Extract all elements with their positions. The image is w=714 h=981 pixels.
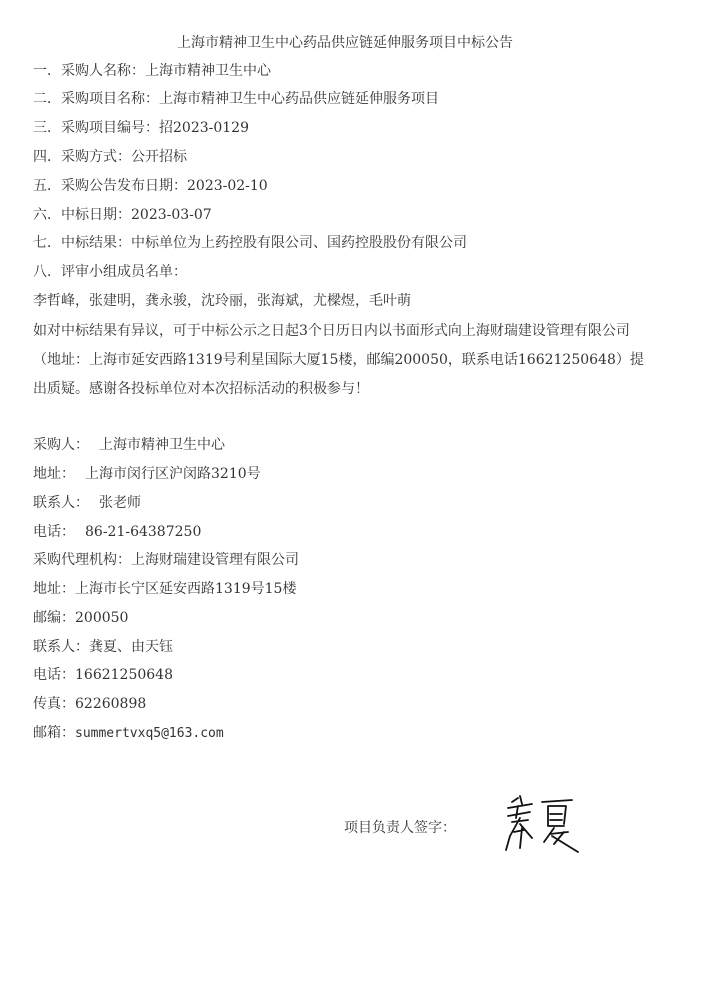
- item-award-date: 六．中标日期：2023-03-07: [33, 207, 212, 223]
- contact-purchaser-address: [33, 464, 261, 484]
- contact-purchaser: [33, 435, 225, 455]
- contact-label: 邮箱：: [33, 725, 75, 741]
- contact-label: 电话：: [33, 667, 75, 683]
- review-panel-members: 李哲峰，张建明，龚永骏，沈玲丽，张海斌，尤樑煜，毛叶萌: [33, 293, 411, 309]
- contact-agency-person: [33, 637, 173, 657]
- contact-label: 采购人：: [33, 437, 89, 453]
- contact-label: 采购代理机构：: [33, 552, 131, 568]
- item-review-panel: 八．评审小组成员名单：: [33, 264, 187, 280]
- contact-value: 上海市长宁区延安西路1319号15楼: [75, 581, 297, 597]
- contact-label: 传真：: [33, 696, 75, 712]
- contact-value: 龚夏、由天钰: [89, 639, 173, 655]
- contact-agency-address: [33, 579, 296, 599]
- contact-value: 上海市精神卫生中心: [99, 437, 225, 453]
- document-title: 上海市精神卫生中心药品供应链延伸服务项目中标公告: [177, 35, 513, 51]
- contact-label: 邮编：: [33, 610, 75, 626]
- contact-agency-fax: [33, 694, 146, 714]
- contact-label: 电话：: [33, 524, 75, 540]
- contact-purchaser-phone: [33, 522, 201, 542]
- contact-value: 上海市闵行区沪闵路3210号: [85, 466, 261, 482]
- contact-purchaser-person: [33, 493, 141, 513]
- contact-value: 上海财瑞建设管理有限公司: [131, 552, 299, 568]
- contact-value: summertvxq5@163.com: [75, 726, 224, 741]
- item-project-number: 三．采购项目编号：招2023-0129: [33, 120, 249, 136]
- contact-agency-email: [33, 723, 224, 744]
- contact-agency: [33, 550, 299, 570]
- contact-value: 16621250648: [75, 667, 173, 683]
- contact-agency-phone: [33, 665, 173, 685]
- contact-value: 62260898: [75, 696, 147, 712]
- contact-agency-postcode: [33, 608, 128, 628]
- contact-label: 联系人：: [33, 495, 89, 511]
- contact-label: 地址：: [33, 581, 75, 597]
- signature-label: 项目负责人签字：: [344, 820, 456, 836]
- contact-value: 200050: [75, 610, 129, 626]
- item-purchaser-name: 一．采购人名称：上海市精神卫生中心: [33, 63, 271, 79]
- contact-value: 86-21-64387250: [85, 524, 202, 540]
- item-award-result: 七．中标结果：中标单位为上药控股有限公司、国药控股股份有限公司: [33, 235, 467, 251]
- item-project-name: 二．采购项目名称：上海市精神卫生中心药品供应链延伸服务项目: [33, 91, 439, 107]
- handwritten-signature: [498, 792, 582, 856]
- contact-value: 张老师: [99, 495, 141, 511]
- objection-paragraph: 如对中标结果有异议，可于中标公示之日起3个日历日内以书面形式向上海财瑞建设管理有限公司（地址：上海市延安西路1319号利星国际大厦15楼，邮编200050，联系电话16621250648）提出质疑。感谢各投标单位对本次招标活动的积极参与！: [33, 323, 644, 397]
- item-procurement-method: 四．采购方式：公开招标: [33, 149, 187, 165]
- item-publish-date: 五．采购公告发布日期：2023-02-10: [33, 178, 268, 194]
- contact-label: 地址：: [33, 466, 75, 482]
- contact-label: 联系人：: [33, 639, 89, 655]
